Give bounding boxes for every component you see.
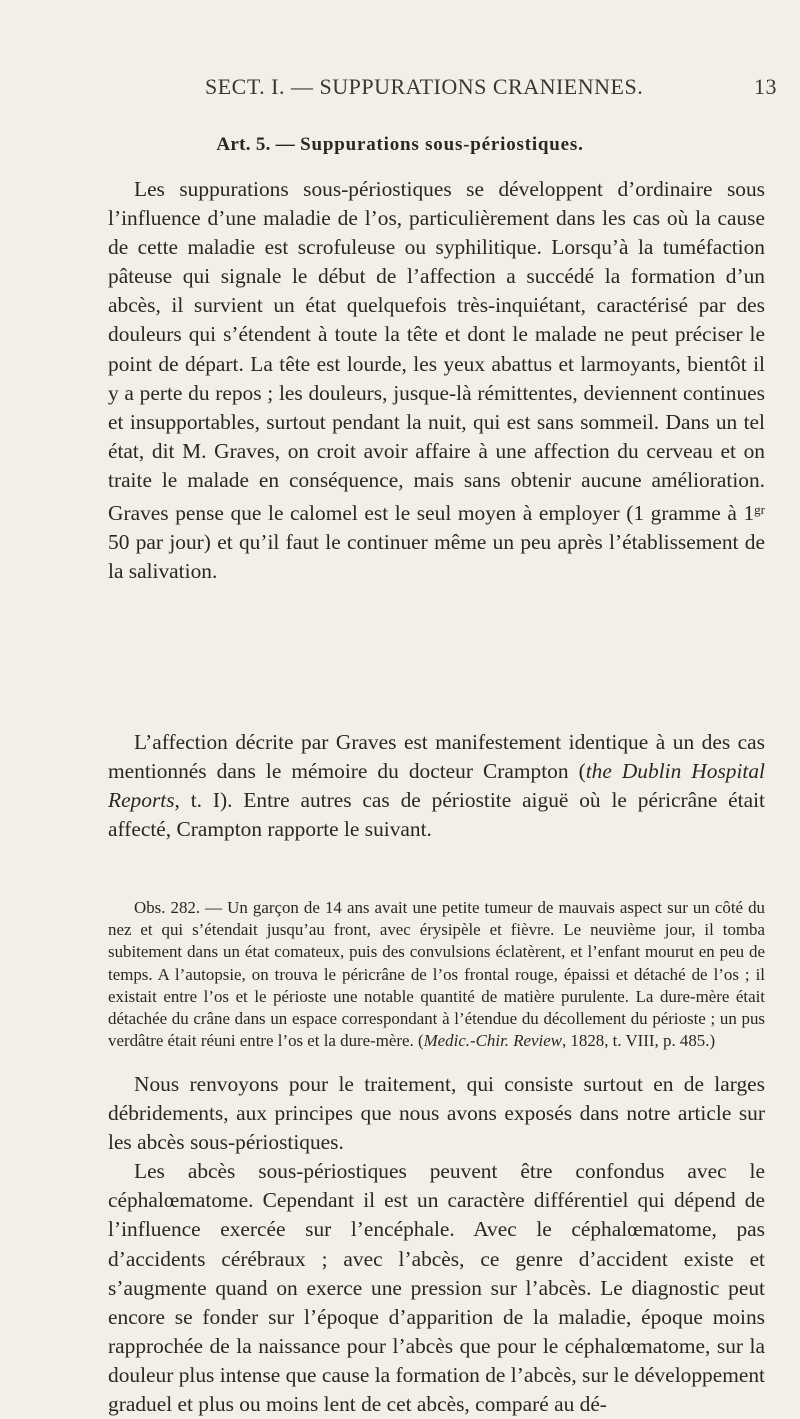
observation-paragraph: Obs. 282. — Un garçon de 14 ans avait une petite tumeur de mauvais aspect sur un côté du nez et qui s’étendait jusqu’au front, avec érysipèle et fièvre. Le neuvième jour, il tomba subitement dans un état comateux, puis des convulsions éclatèrent, et l’enfant mourut en peu de temps. A l’autopsie, on trouva le péricrâne de l’os frontal rouge, épaissi et détaché de l’os ; il existait entre l’os et le périoste une notable quantité de matière purulente. La dure-mère était détachée du crâne dans un espace correspondant à l’étendue du décollement du périoste ; un pus verdâtre était réuni entre l’os et la dure-mère. (Medic.-Chir. Review, 1828, t. VIII, p. 485.) — [108, 898, 765, 1051]
unit-superscript: gr — [754, 502, 765, 518]
article-heading: Suppurations sous-périostiques. — [300, 134, 584, 155]
paragraph-crampton: L’affection décrite par Graves est manifestement identique à un des cas mentionnés dans le mémoire du docteur Crampton (the Dublin Hospital Reports, t. I). Entre autres cas de périostite aiguë où le péricrâne était affecté, Crampton rapporte le suivant. — [108, 730, 765, 842]
page-number: 13 — [754, 74, 777, 99]
article-title — [0, 134, 800, 156]
observation-block — [108, 897, 765, 1052]
observation-source: Medic.-Chir. Review — [423, 1031, 562, 1051]
paragraph-symptoms: Les suppurations sous-périostiques se développent d’ordinaire sous l’influence d’une maladie de l’os, particulièrement dans les cas où la cause de cette maladie est scrofuleuse ou syphilitique. Lorsqu’à la tuméfaction pâteuse qui signale le début de l’affection a succédé la formation d’un abcès, il survient un état quelquefois très-inquiétant, caractérisé par des douleurs qui s’étendent à toute la tête et dont le malade ne peut préciser le point de départ. La tête est lourde, les yeux abattus et larmoyants, bientôt il y a perte du repos ; les douleurs, jusque-là rémittentes, deviennent continues et insupportables, surtout pendant la nuit, qui est sans sommeil. Dans un tel état, dit M. Graves, on croit avoir affaire à une affection du cerveau et on traite le malade en conséquence, mais sans obtenir aucune amélioration. Graves pense que le calomel est le seul moyen à employer (1 gramme à $1^{gr}$ 50 par jour) et qu’il faut le continuer même un peu après l’établissement de la salivation. — [108, 177, 765, 584]
paragraph-diagnosis: Les abcès sous-périostiques peuvent être confondus avec le céphalœmatome. Cependant il est un caractère différentiel qui dépend de l’influence exercée sur l’encéphale. Avec le céphalœmatome, pas d’accidents cérébraux ; avec l’abcès, ce genre d’accident existe et s’augmente quand on exerce une pression sur l’abcès. Le diagnostic peut encore se fonder sur l’époque d’apparition de la maladie, époque moins rapprochée de la naissance pour l’abcès que pour le céphalœmatome, sur la douleur plus intense que cause la formation de l’abcès, sur le développement graduel et plus ou moins lent de cet abcès, comparé au dé- — [108, 1159, 765, 1417]
body-section-2 — [108, 728, 765, 844]
body-section-3 — [108, 1070, 765, 1419]
citation-title: the Dublin Hospital Reports — [108, 759, 765, 813]
article-number: Art. 5. — — [216, 134, 296, 155]
running-head-title: SECT. I. — SUPPURATIONS CRANIENNES. — [205, 74, 644, 99]
paragraph-treatment: Nous renvoyons pour le traitement, qui consiste surtout en de larges débridements, aux principes que nous avons exposés dans notre article sur les abcès sous-périostiques. — [108, 1072, 765, 1155]
running-head — [205, 74, 777, 100]
body-section-1 — [108, 175, 765, 586]
